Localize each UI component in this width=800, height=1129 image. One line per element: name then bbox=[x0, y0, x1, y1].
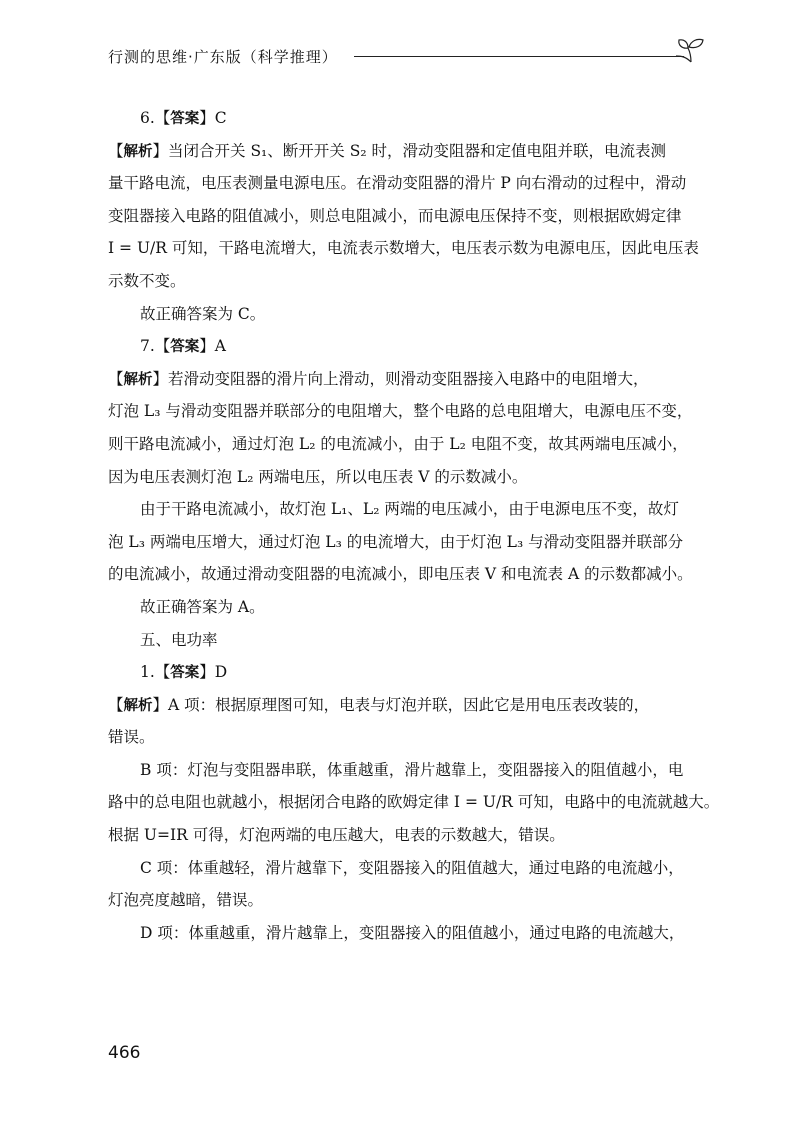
question-number: 1.【 bbox=[140, 663, 171, 682]
bracket-open: 【 bbox=[108, 695, 124, 714]
answer-value: 】D bbox=[199, 663, 228, 682]
text-line: 五、电功率 bbox=[140, 630, 218, 649]
answer-value: 】C bbox=[199, 109, 227, 127]
sprout-icon bbox=[676, 36, 706, 64]
running-header bbox=[108, 44, 708, 72]
answer-value: 】A bbox=[199, 337, 226, 356]
bracket-open: 【 bbox=[108, 141, 124, 160]
question-number: 7.【 bbox=[140, 337, 171, 356]
explanation-tag: 解析 bbox=[123, 143, 153, 160]
explanation-tag: 解析 bbox=[123, 697, 153, 714]
text-line: C 项：体重越轻，滑片越靠下，变阻器接入的阻值越大，通过电路的电流越小， bbox=[140, 858, 684, 877]
answer-tag: 答案 bbox=[170, 111, 200, 127]
text-line: 量干路电流，电压表测量电源电压。在滑动变阻器的滑片 P 向右滑动的过程中，滑动 bbox=[108, 174, 687, 193]
page-number: 466 bbox=[108, 1043, 141, 1063]
text-line: 灯泡亮度越暗，错误。 bbox=[108, 891, 264, 910]
text-line: I = U/R 可知，干路电流增大，电流表示数增大，电压表示数为电源电压，因此电压表 bbox=[108, 239, 699, 258]
explanation-tag: 解析 bbox=[123, 371, 153, 388]
explanation-line bbox=[108, 689, 708, 722]
text-line: 变阻器接入电路的阻值减小，则总电阻减小，而电源电压保持不变，则根据欧姆定律 bbox=[108, 206, 682, 225]
text-line: 路中的总电阻也就越小，根据闭合电路的欧姆定律 I = U/R 可知，电路中的电流就越大。 bbox=[108, 793, 720, 812]
header-title: 行测的思维·广东版（科学推理） bbox=[108, 48, 338, 66]
text-line: 因为电压表测灯泡 L₂ 两端电压，所以电压表 V 的示数减小。 bbox=[108, 467, 528, 486]
explanation-text: 】若滑动变阻器的滑片向上滑动，则滑动变阻器接入电路中的电阻增大， bbox=[152, 369, 649, 388]
answer-line bbox=[108, 330, 708, 363]
text-line: 由于干路电流减小，故灯泡 L₁、L₂ 两端的电压减小，由于电源电压不变，故灯 bbox=[140, 500, 679, 519]
text-line: 错误。 bbox=[108, 728, 155, 747]
text-line: D 项：体重越重，滑片越靠上，变阻器接入的阻值越小，通过电路的电流越大， bbox=[140, 923, 685, 942]
text-line: 则干路电流减小，通过灯泡 L₂ 的电流减小，由于 L₂ 电阻不变，故其两端电压减小， bbox=[108, 434, 688, 453]
answer-tag: 答案 bbox=[170, 339, 200, 356]
explanation-line bbox=[108, 135, 708, 168]
explanation-text: 】当闭合开关 S₁、断开开关 S₂ 时，滑动变阻器和定值电阻并联，电流表测 bbox=[152, 141, 666, 160]
answer-explanation-body bbox=[108, 102, 720, 949]
header-rule bbox=[354, 56, 684, 57]
explanation-line bbox=[108, 363, 708, 396]
text-line: B 项：灯泡与变阻器串联，体重越重，滑片越靠上，变阻器接入的阻值越小，电 bbox=[140, 760, 684, 779]
text-line: 根据 U=IR 可得，灯泡两端的电压越大，电表的示数越大，错误。 bbox=[108, 826, 565, 845]
text-line: 故正确答案为 A。 bbox=[140, 597, 265, 616]
answer-tag: 答案 bbox=[170, 665, 200, 682]
text-line: 泡 L₃ 两端电压增大，通过灯泡 L₃ 的电流增大，由于灯泡 L₃ 与滑动变阻器并联部分 bbox=[108, 532, 684, 551]
question-number: 6.【 bbox=[140, 109, 171, 127]
text-line: 示数不变。 bbox=[108, 271, 186, 290]
answer-line bbox=[108, 102, 708, 135]
text-line: 灯泡 L₃ 与滑动变阻器并联部分的电阻增大，整个电路的总电阻增大，电源电压不变， bbox=[108, 402, 693, 421]
answer-line bbox=[108, 656, 708, 689]
text-line: 故正确答案为 C。 bbox=[140, 304, 266, 323]
explanation-text: 】A 项：根据原理图可知，电表与灯泡并联，因此它是用电压表改装的， bbox=[152, 695, 650, 714]
text-line: 的电流减小，故通过滑动变阻器的电流减小，即电压表 V 和电流表 A 的示数都减小。 bbox=[108, 565, 693, 584]
bracket-open: 【 bbox=[108, 369, 124, 388]
